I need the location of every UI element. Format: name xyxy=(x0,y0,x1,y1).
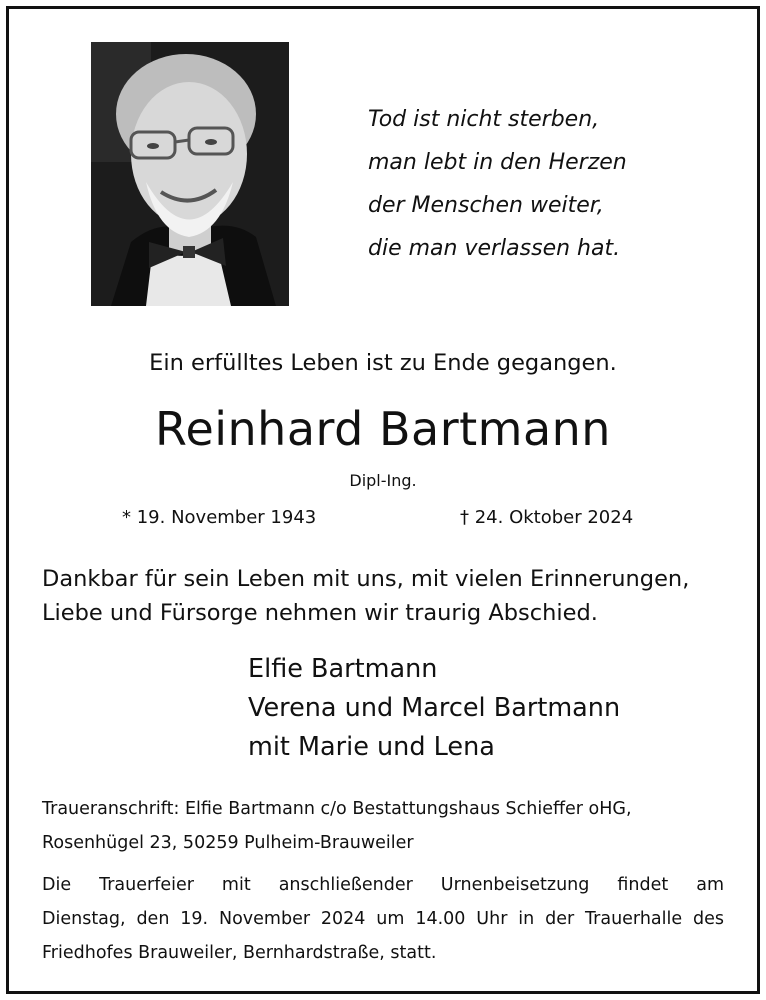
deceased-name: Reinhard Bartmann xyxy=(155,402,611,456)
family-line: Verena und Marcel Bartmann xyxy=(248,693,621,723)
quote-line: der Menschen weiter, xyxy=(368,193,604,218)
mourning-address xyxy=(42,792,632,860)
ceremony-line: Friedhofes Brauweiler, Bernhardstraße, statt. xyxy=(42,943,437,963)
family-line: Elfie Bartmann xyxy=(248,654,438,684)
intro-text: Ein erfülltes Leben ist zu Ende gegangen. xyxy=(149,350,617,376)
quote-line: Tod ist nicht sterben, xyxy=(368,107,600,132)
ceremony-info xyxy=(42,868,724,970)
farewell-text xyxy=(42,562,689,630)
quote-line: die man verlassen hat. xyxy=(368,236,621,261)
family-line: mit Marie und Lena xyxy=(248,732,495,762)
address-line: Traueranschrift: Elfie Bartmann c/o Bestattungshaus Schieffer oHG, xyxy=(42,799,632,819)
family-names xyxy=(248,650,620,767)
deceased-title: Dipl-Ing. xyxy=(349,471,417,490)
quote-line: man lebt in den Herzen xyxy=(368,150,627,175)
memorial-quote xyxy=(368,98,627,270)
farewell-line: Liebe und Fürsorge nehmen wir traurig Abschied. xyxy=(42,600,598,626)
ceremony-line: Die Trauerfeier mit anschließender Urnenbeisetzung findet am xyxy=(42,875,724,895)
ceremony-line: Dienstag, den 19. November 2024 um 14.00 Uhr in der Trauerhalle des xyxy=(42,909,724,929)
address-line: Rosenhügel 23, 50259 Pulheim-Brauweiler xyxy=(42,833,414,853)
birth-date: * 19. November 1943 xyxy=(122,507,317,528)
death-date: † 24. Oktober 2024 xyxy=(460,507,634,528)
portrait-photo xyxy=(91,42,289,306)
farewell-line: Dankbar für sein Leben mit uns, mit vielen Erinnerungen, xyxy=(42,566,690,592)
